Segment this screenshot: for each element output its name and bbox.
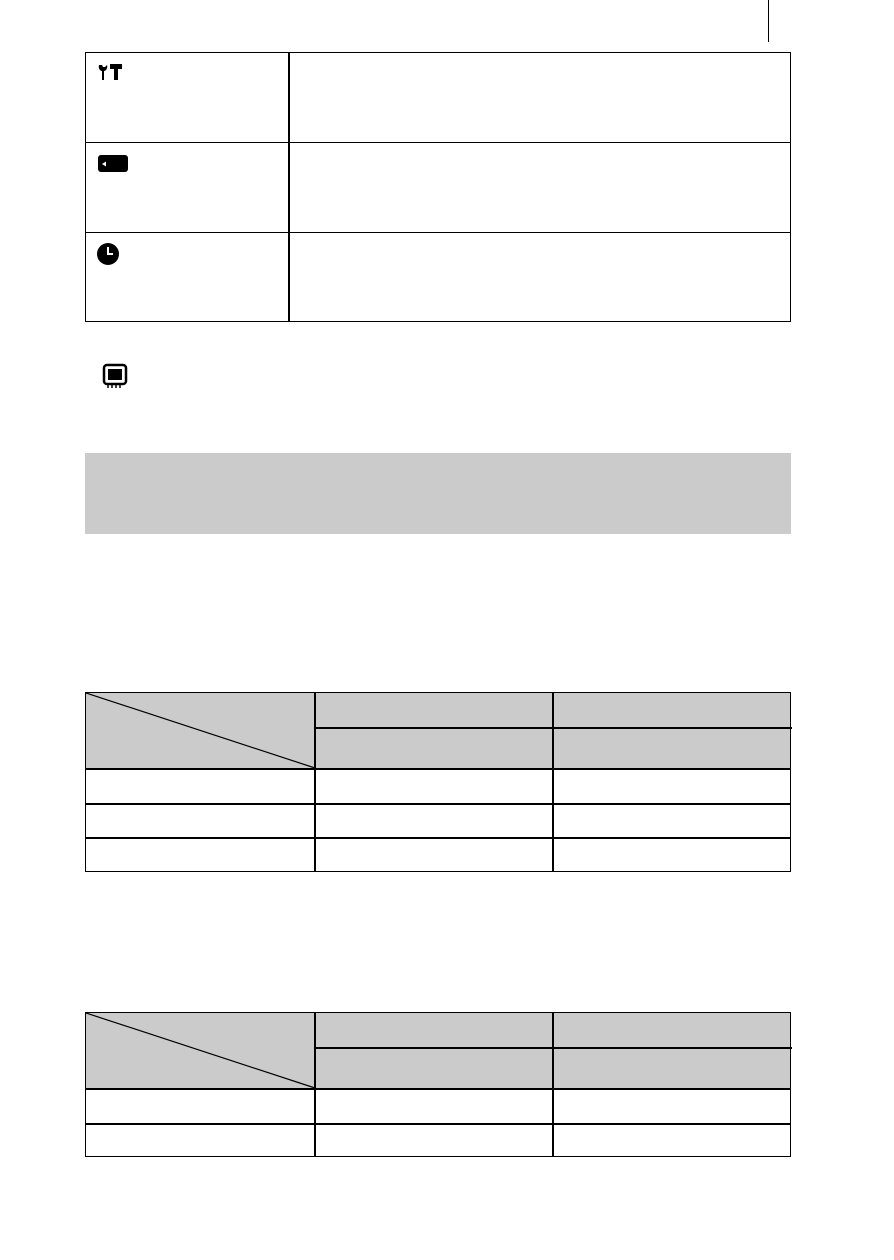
tools-icon [96, 62, 124, 91]
settings-icon-table [85, 52, 791, 322]
table-row [86, 53, 790, 142]
memory-chip-icon [102, 362, 128, 393]
memory-card-icon [96, 152, 130, 179]
header-diagonal [86, 693, 316, 769]
spec-table-2 [85, 1012, 791, 1157]
table-row [86, 232, 790, 322]
clock-icon [96, 242, 122, 273]
header-diagonal [86, 1013, 316, 1089]
bookmark-rule [768, 0, 769, 42]
spec-table-1 [85, 692, 791, 872]
info-band [85, 453, 791, 534]
table-row [86, 142, 790, 232]
